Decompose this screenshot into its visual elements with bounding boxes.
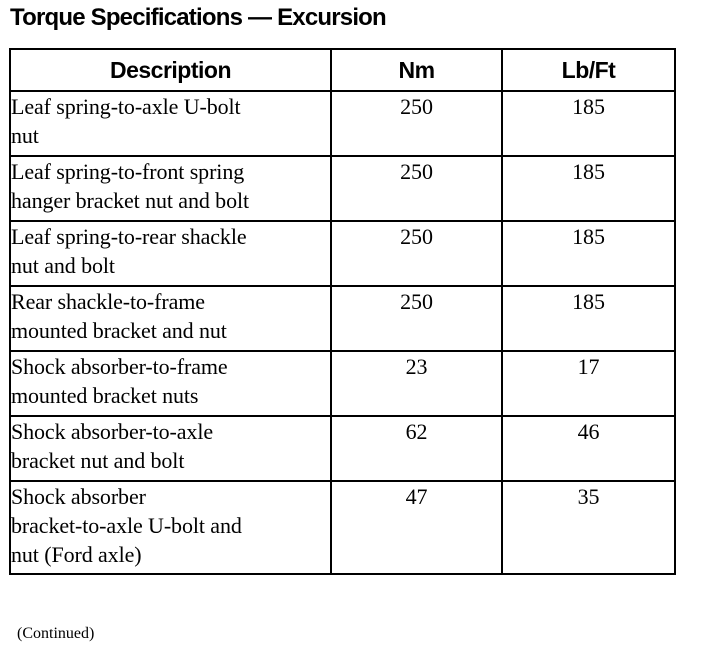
row-description: Shock absorber-to-axle bracket nut and bolt	[10, 416, 331, 481]
row-nm-value: 23	[331, 351, 502, 416]
row-nm-value: 250	[331, 156, 502, 221]
table-row	[10, 351, 675, 416]
torque-spec-table	[9, 48, 676, 575]
row-lbft-value: 35	[502, 481, 675, 574]
row-lbft-value: 46	[502, 416, 675, 481]
table-row	[10, 221, 675, 286]
header-nm: Nm	[331, 49, 502, 91]
row-lbft-value: 185	[502, 221, 675, 286]
row-description: Rear shackle-to-frame mounted bracket and nut	[10, 286, 331, 351]
table-header-row	[10, 49, 675, 91]
row-lbft-value: 185	[502, 156, 675, 221]
header-description: Description	[10, 49, 331, 91]
row-nm-value: 47	[331, 481, 502, 574]
row-lbft-value: 17	[502, 351, 675, 416]
page-title: Torque Specifications — Excursion	[10, 4, 386, 31]
row-description: Shock absorber bracket-to-axle U-bolt and nut (Ford axle)	[10, 481, 331, 574]
row-lbft-value: 185	[502, 91, 675, 156]
row-nm-value: 250	[331, 221, 502, 286]
table-row	[10, 156, 675, 221]
table-row	[10, 91, 675, 156]
row-nm-value: 62	[331, 416, 502, 481]
row-description: Shock absorber-to-frame mounted bracket nuts	[10, 351, 331, 416]
row-description: Leaf spring-to-rear shackle nut and bolt	[10, 221, 331, 286]
table-row	[10, 286, 675, 351]
continued-note: (Continued)	[17, 625, 95, 642]
row-description: Leaf spring-to-front spring hanger bracket nut and bolt	[10, 156, 331, 221]
header-lbft: Lb/Ft	[502, 49, 675, 91]
table-row	[10, 416, 675, 481]
table-row	[10, 481, 675, 574]
row-lbft-value: 185	[502, 286, 675, 351]
row-description: Leaf spring-to-axle U-bolt nut	[10, 91, 331, 156]
row-nm-value: 250	[331, 286, 502, 351]
row-nm-value: 250	[331, 91, 502, 156]
